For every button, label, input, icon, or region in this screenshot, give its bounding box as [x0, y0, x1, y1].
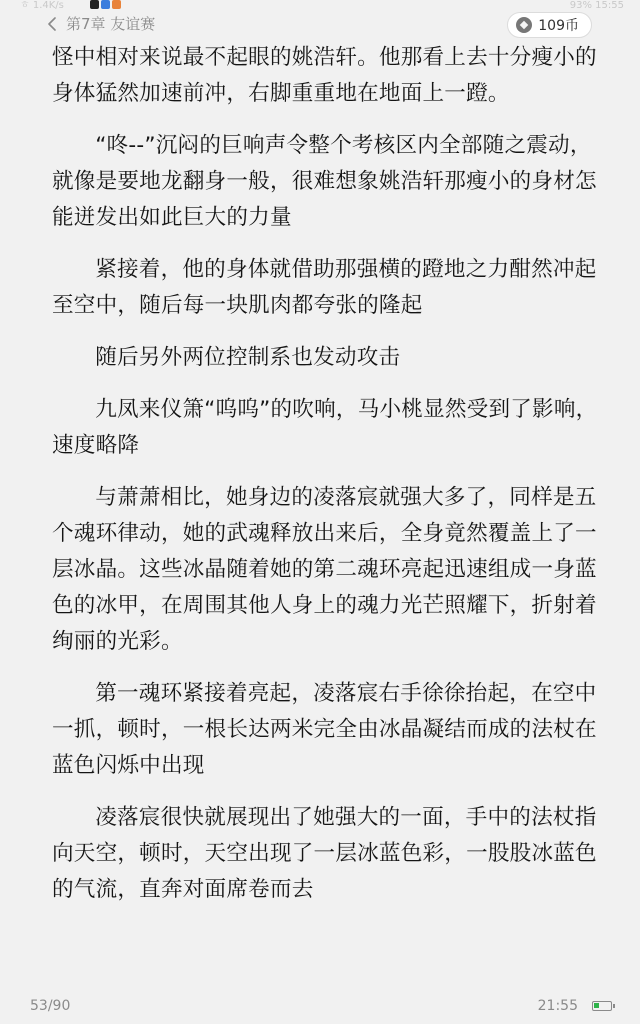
paragraph: 凌落宸很快就展现出了她强大的一面，手中的法杖指向天空，顿时，天空出现了一层冰蓝色彩，一股股冰蓝色的气流，直奔对面席卷而去 [52, 805, 597, 902]
chapter-title[interactable]: 第7章 友谊赛 [66, 15, 156, 33]
reader-content [52, 40, 600, 988]
reader-footer [0, 994, 640, 1018]
battery-icon [592, 1001, 612, 1011]
tiktok-icon [90, 0, 99, 9]
notification-icons [90, 0, 121, 9]
paragraph: “咚--”沉闷的巨响声令整个考核区内全部随之震动，就像是要地龙翻身一般，很难想象姚浩轩那瘦小的身材怎能迸发出如此巨大的力量 [52, 133, 597, 230]
paragraph: 随后另外两位控制系也发动攻击 [95, 345, 401, 370]
paragraph: 九凤来仪箫“呜呜”的吹响，马小桃显然受到了影响，速度略降 [52, 397, 598, 458]
paragraph: 紧接着，他的身体就借助那强横的蹬地之力酣然冲起至空中，随后每一块肌肉都夸张的隆起 [52, 257, 597, 318]
text-fade-overlay [0, 960, 640, 990]
app-icon-blue [101, 0, 110, 9]
paragraph: 怪中相对来说最不起眼的姚浩轩。他那看上去十分瘦小的身体猛然加速前冲，右脚重重地在地面上一蹬。 [52, 45, 597, 106]
page-counter: 53/90 [30, 998, 71, 1014]
battery-status: 93% 15:55 [569, 0, 624, 11]
chevron-left-icon[interactable] [46, 17, 58, 31]
paragraph: 第一魂环紧接着亮起，凌落宸右手徐徐抬起，在空中一抓，顿时，一根长达两米完全由冰晶凝结而成的法杖在蓝色闪烁中出现 [52, 681, 597, 778]
reader-header [0, 10, 640, 38]
coin-balance-button[interactable] [507, 12, 592, 38]
network-status: ㅎ 1.4K/s [20, 0, 64, 11]
paragraph: 与萧萧相比，她身边的凌落宸就强大多了，同样是五个魂环律动，她的武魂释放出来后，全身竟然覆盖上了一层冰晶。这些冰晶随着她的第二魂环亮起迅速组成一身蓝色的冰甲，在周围其他人身上的魂力光芒照耀下，折射着绚丽的光彩。 [52, 485, 597, 654]
app-icon-orange [112, 0, 121, 9]
clock: 21:55 [537, 998, 578, 1014]
coin-icon [516, 17, 532, 33]
coin-balance: 109币 [538, 18, 579, 34]
